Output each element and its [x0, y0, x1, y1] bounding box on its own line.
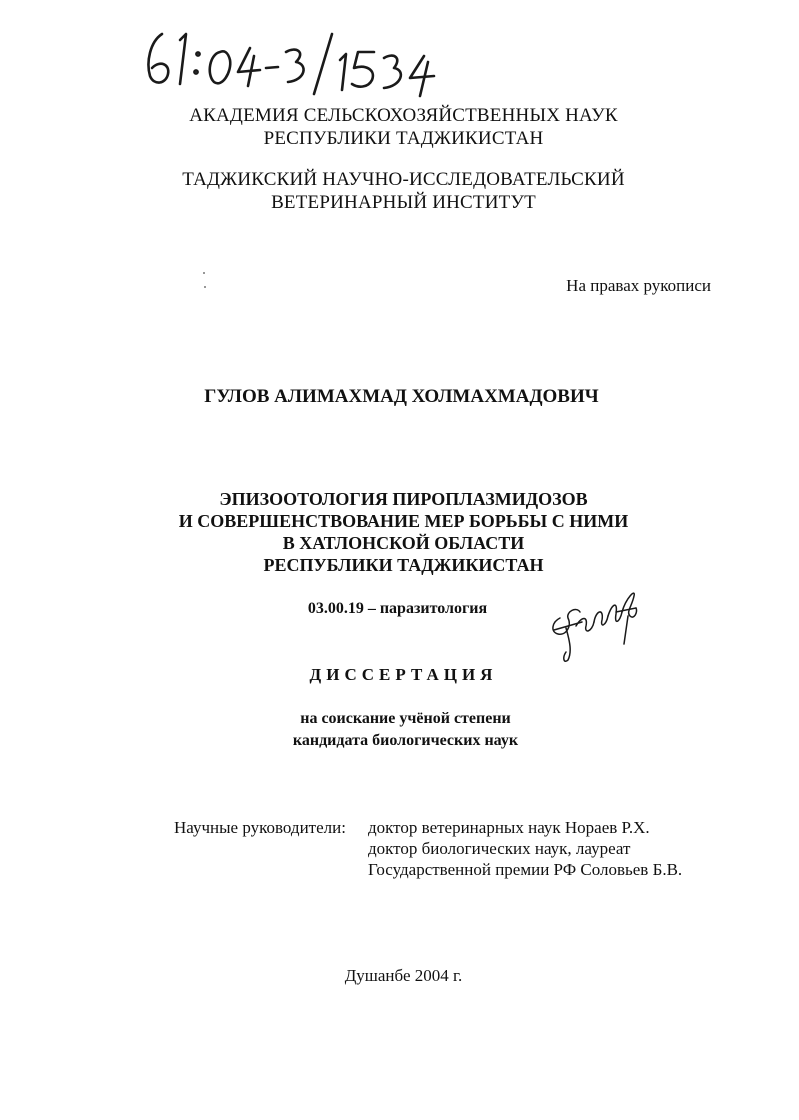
supervisor-line1: доктор ветеринарных наук Нораев Р.Х.	[368, 818, 650, 837]
supervisors-label: Научные руководители:	[174, 818, 346, 837]
scan-speck	[204, 286, 206, 288]
dissertation-title	[4, 488, 799, 576]
institute-name	[4, 168, 799, 214]
degree-line2: кандидата биологических наук	[292, 732, 519, 749]
author-name: ГУЛОВ АЛИМАХМАД ХОЛМАХМАДОВИЧ	[204, 386, 599, 407]
degree-line1: на соискание учёной степени	[300, 710, 511, 727]
title-line1: ЭПИЗООТОЛОГИЯ ПИРОПЛАЗМИДОЗОВ	[219, 489, 588, 509]
specialty-code: 03.00.19 – паразитология	[307, 600, 488, 617]
institute-name-line2: ВЕТЕРИНАРНЫЙ ИНСТИТУТ	[271, 192, 536, 213]
place-and-year: Душанбе 2004 г.	[344, 966, 463, 985]
academy-name-line2: РЕСПУБЛИКИ ТАДЖИКИСТАН	[263, 128, 544, 149]
academy-name	[4, 104, 799, 150]
scan-speck	[203, 272, 205, 274]
academy-name-line1: АКАДЕМИЯ СЕЛЬСКОХОЗЯЙСТВЕННЫХ НАУК	[189, 105, 618, 126]
degree-statement	[6, 708, 799, 752]
supervisor-line3: Государственной премии РФ Соловьев Б.В.	[368, 860, 683, 879]
title-line2: И СОВЕРШЕНСТВОВАНИЕ МЕР БОРЬБЫ С НИМИ	[178, 511, 629, 531]
supervisors-names	[368, 817, 682, 880]
institute-name-line1: ТАДЖИКСКИЙ НАУЧНО-ИССЛЕДОВАТЕЛЬСКИЙ	[182, 169, 625, 190]
title-line4: РЕСПУБЛИКИ ТАДЖИКИСТАН	[263, 555, 544, 575]
handwritten-archive-code	[140, 22, 440, 102]
manuscript-rights-note: На правах рукописи	[566, 276, 711, 295]
handwritten-signature	[546, 582, 646, 664]
document-type: ДИССЕРТАЦИЯ	[309, 665, 498, 684]
title-line3: В ХАТЛОНСКОЙ ОБЛАСТИ	[282, 533, 525, 553]
supervisor-line2: доктор биологических наук, лауреат	[368, 839, 631, 858]
